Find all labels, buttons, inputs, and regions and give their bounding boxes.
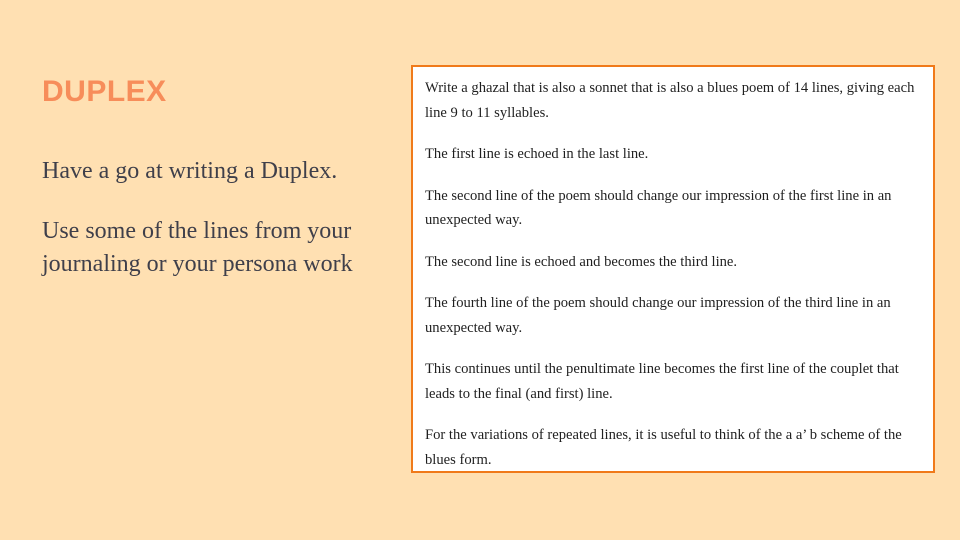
instruction-paragraph: The second line is echoed and becomes the third line. <box>425 253 738 270</box>
slide-body <box>42 155 402 308</box>
instructions-box <box>411 65 935 473</box>
instruction-paragraph: For the variations of repeated lines, it is useful to think of the a a’ b scheme of the blues form. <box>425 427 902 468</box>
instruction-paragraph: The second line of the poem should change our impression of the first line in an unexpected way. <box>425 187 892 228</box>
instruction-paragraph: This continues until the penultimate line becomes the first line of the couplet that leads to the final (and first) line. <box>425 361 899 402</box>
instruction-paragraph: The first line is echoed in the last line. <box>425 146 649 162</box>
instruction-paragraph: The fourth line of the poem should change our impression of the third line in an unexpected way. <box>425 295 891 336</box>
slide-title: DUPLEX <box>42 75 167 108</box>
instruction-paragraph: Write a ghazal that is also a sonnet that is also a blues poem of 14 lines, giving each line 9 to 11 syllables. <box>425 80 915 121</box>
body-paragraph: Use some of the lines from your journaling or your persona work <box>42 218 353 277</box>
body-paragraph: Have a go at writing a Duplex. <box>42 158 338 184</box>
